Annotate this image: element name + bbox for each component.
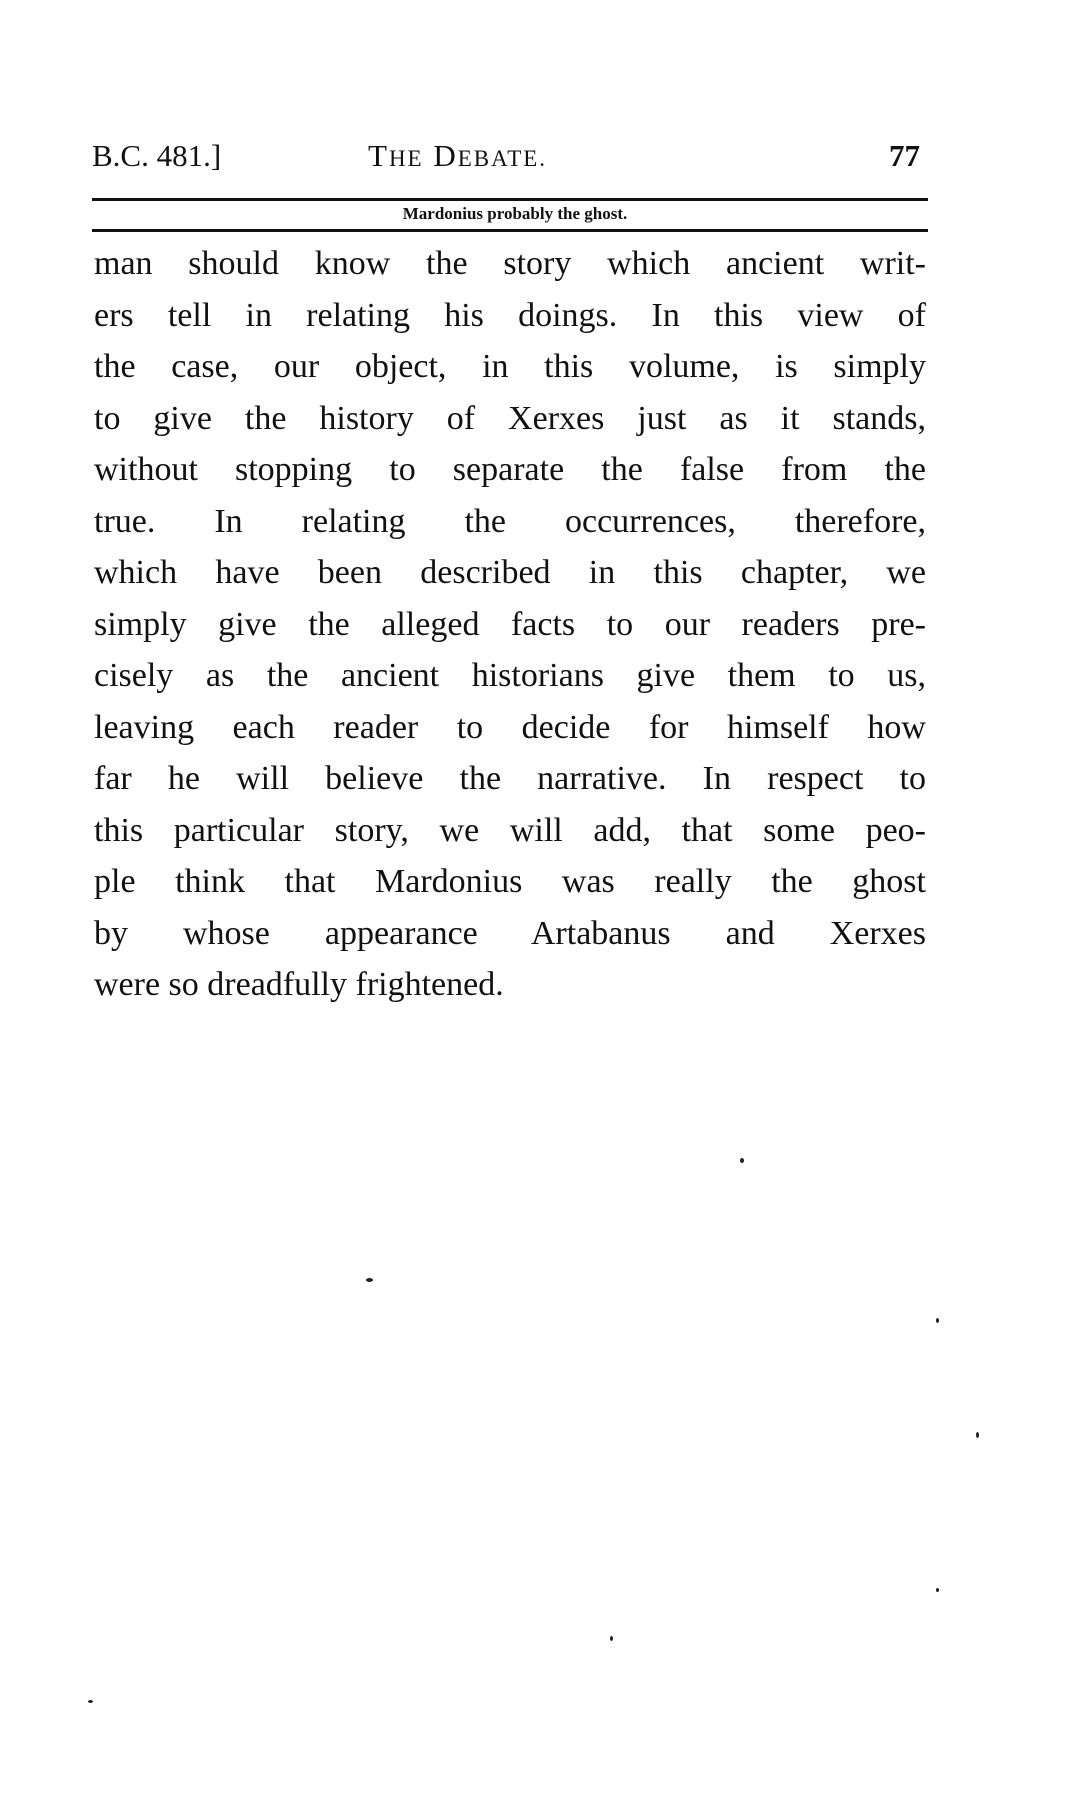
- scan-speck: [610, 1636, 613, 1641]
- text-line: man should know the story which ancient writ-: [94, 245, 926, 282]
- scan-speck: [936, 1588, 939, 1592]
- page-number: 77: [889, 138, 920, 173]
- header-rule-bottom: [92, 229, 928, 232]
- text-line: which have been described in this chapter, we: [94, 554, 926, 591]
- text-line: ers tell in relating his doings. In this view of: [94, 296, 926, 334]
- scan-speck: [740, 1158, 744, 1163]
- header-date: B.C. 481.]: [92, 138, 222, 173]
- text-line: were so dreadfully frightened.: [94, 966, 504, 1003]
- text-line: far he will believe the narrative. In respect to: [94, 760, 926, 797]
- subheading: Mardonius probably the ghost.: [402, 204, 628, 223]
- text-line: the case, our object, in this volume, is simply: [94, 348, 926, 385]
- scan-speck: [366, 1278, 373, 1282]
- body-paragraph: [90, 238, 930, 1011]
- text-line: without stopping to separate the false from the: [94, 451, 926, 488]
- chapter-title: THE DEBATE.: [368, 138, 548, 173]
- text-line: by whose appearance Artabanus and Xerxes: [94, 914, 926, 952]
- text-line: cisely as the ancient historians give them to us,: [94, 657, 926, 694]
- text-line: true. In relating the occurrences, therefore,: [94, 502, 926, 540]
- text-line: leaving each reader to decide for himself how: [94, 708, 926, 746]
- book-page: [90, 138, 930, 1011]
- text-line: simply give the alleged facts to our readers pre-: [94, 605, 926, 643]
- scan-speck: [936, 1318, 939, 1323]
- text-line: ple think that Mardonius was really the ghost: [94, 863, 926, 900]
- text-line: to give the history of Xerxes just as it stands,: [94, 399, 926, 437]
- running-header: [90, 138, 930, 186]
- scan-speck: [88, 1700, 93, 1703]
- scan-speck: [976, 1432, 979, 1438]
- text-line: this particular story, we will add, that some peo-: [94, 811, 926, 849]
